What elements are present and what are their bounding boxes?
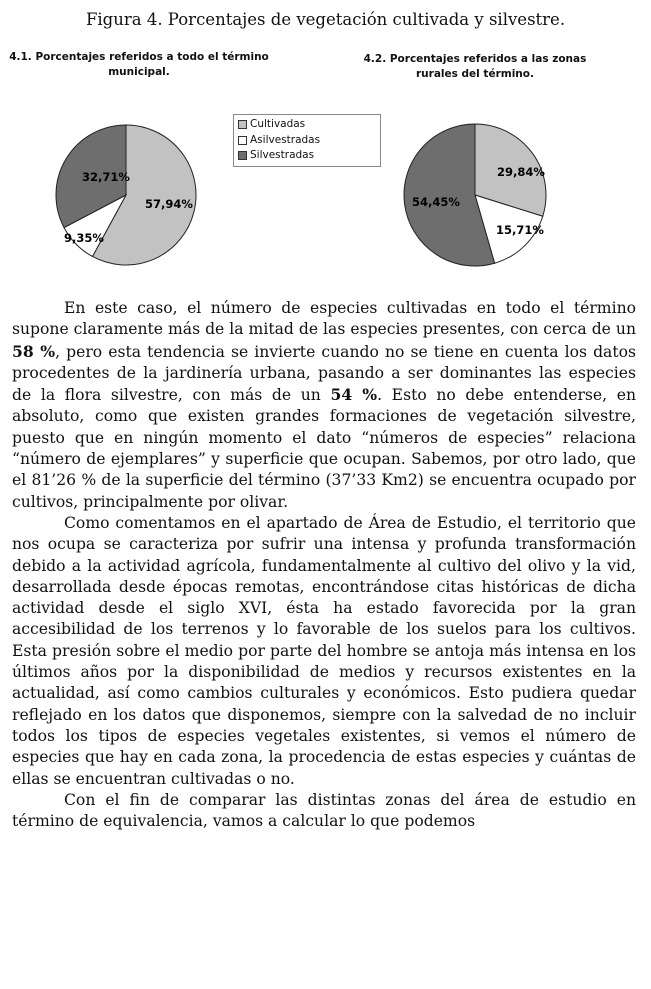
legend-label-silvestradas: Silvestradas	[250, 149, 315, 161]
paragraph-3: Con el fin de comparar las distintas zonas del área de estudio en término de equivalencia, vamos a calcular lo que podemos	[12, 790, 636, 831]
value-58: 58 %	[12, 341, 56, 361]
legend-item-silvestradas	[238, 148, 376, 164]
paragraph-1-part-a: En este caso, el número de especies cultivadas en todo el término supone claramente más de la mitad de las especies presentes, con cerca de un	[12, 299, 636, 339]
pie-1-label-cultivadas: 57,94%	[145, 197, 193, 211]
paragraph-1-part-d: . Esto no debe entenderse, en absoluto, como que existen grandes formaciones de vegetación silvestre, puesto que en ningún momento el dato “números de especies” relaciona “número de ejemplares” y superficie que ocupan. Sabemos, por otro lado, que el 81’26 % de la superficie del término (37’33 Km2) se encuentra ocupado por cultivos, principalmente por olivar.	[12, 386, 636, 511]
chart-1-title: 4.1. Porcentajes referidos a todo el término municipal.	[9, 51, 269, 78]
paragraph-1	[12, 298, 636, 513]
paragraph-1-part-c: , pero esta tendencia se invierte cuando no se tiene en cuenta los datos procedentes de la jardinería urbana, pasando a ser dominantes las especies de la flora silvestre, con más de un	[12, 342, 637, 405]
pie-2-label-asilvestradas: 15,71%	[496, 223, 544, 237]
figure-title: Figura 4. Porcentajes de vegetación cultivada y silvestre.	[85, 10, 566, 29]
legend-label-cultivadas: Cultivadas	[250, 118, 306, 130]
paragraph-2: Como comentamos en el apartado de Área de Estudio, el territorio que nos ocupa se caracteriza por sufrir una intensa y profunda transformación debido a la actividad agrícola, fundamentalmente al cultivo del olivo y la vid, desarrollada desde épocas remotas, encontrándose citas históricas de dicha actividad desde el siglo XVI, ésta ha estado favorecida por la gran accesibilidad de los terrenos y lo favorable de los suelos para los cultivos. Esta presión sobre el medio por parte del hombre se antoja más intensa en los últimos años por la disponibilidad de medios y recursos existentes en la actualidad, así como cambios culturales y económicos. Esto pudiera quedar reflejado en los datos que disponemos, siempre con la salvedad de no incluir todos los tipos de especies vegetales existentes, si vemos el número de especies que hay en cada zona, la procedencia de estas especies y cuántas de ellas se encuentran cultivadas o no.	[12, 513, 636, 788]
chart-2-title: 4.2. Porcentajes referidos a las zonas rurales del término.	[363, 53, 587, 80]
value-54: 54 %	[330, 385, 378, 405]
pie-2-label-silvestradas: 54,45%	[412, 195, 460, 209]
legend-item-asilvestradas	[238, 133, 376, 149]
chart-legend	[233, 114, 381, 167]
legend-item-cultivadas	[238, 117, 376, 133]
pie-chart-municipal	[64, 125, 193, 265]
pie-2-label-cultivadas: 29,84%	[497, 165, 545, 179]
body-text	[12, 298, 636, 832]
legend-swatch-silvestradas	[238, 151, 247, 160]
legend-label-asilvestradas: Asilvestradas	[250, 133, 321, 146]
pie-1-label-asilvestradas: 9,35%	[64, 231, 104, 245]
pie-chart-rural	[400, 125, 550, 265]
legend-swatch-cultivadas	[238, 120, 247, 129]
legend-swatch-asilvestradas	[238, 136, 247, 145]
pie-1-label-silvestradas: 32,71%	[82, 170, 130, 184]
